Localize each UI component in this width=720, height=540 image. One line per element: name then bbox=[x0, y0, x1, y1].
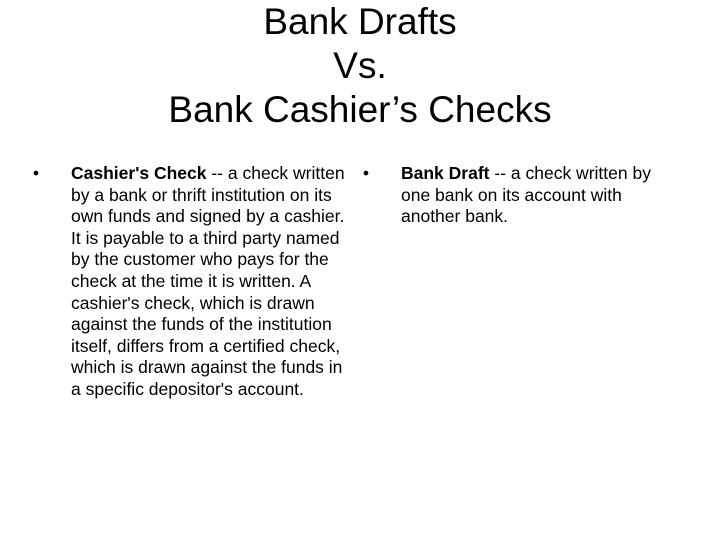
title-line-3: Bank Cashier’s Checks bbox=[168, 89, 552, 130]
term-bank-draft: Bank Draft bbox=[401, 163, 490, 183]
title-line-2: Vs. bbox=[333, 45, 387, 86]
left-column bbox=[30, 163, 355, 401]
bullet-icon: • bbox=[32, 163, 40, 183]
title-line-1: Bank Drafts bbox=[263, 1, 457, 42]
definition-bank-draft: -- a check written by one bank on its account with another bank. bbox=[401, 163, 651, 227]
term-cashiers-check: Cashier's Check bbox=[71, 163, 207, 183]
bullet-cashiers-check bbox=[30, 163, 355, 401]
right-column bbox=[360, 163, 660, 228]
bullet-bank-draft bbox=[360, 163, 660, 228]
definition-cashiers-check: -- a check written by a bank or thrift institution on its own funds and signed by a cashier. It is payable to a third party named by the customer who pays for the check at the time it is written. A cashier's check, which is drawn against the funds of the institution itself, differs from a certified check, which is drawn against the funds in a specific depositor's account. bbox=[71, 163, 345, 399]
bullet-icon: • bbox=[362, 163, 370, 183]
slide-title bbox=[0, 0, 720, 132]
